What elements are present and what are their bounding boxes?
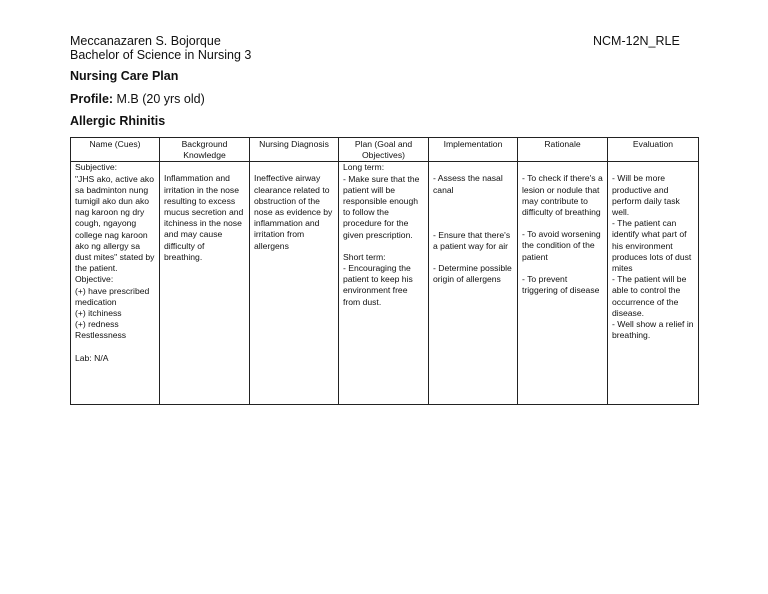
profile-value: M.B (20 yrs old)	[113, 92, 205, 106]
rationale-item: - To check if there's a lesion or nodule that may contribute to difficulty of breathing	[522, 173, 603, 218]
plan-long-term-text: - Make sure that the patient will be responsible enough to follow the procedure for the given prescription.	[343, 173, 420, 240]
plan-short-term-text: - Encouraging the patient to keep his environment free from dust.	[343, 263, 413, 307]
column-header-cues: Name (Cues)	[71, 138, 160, 162]
plan-short-term-label: Short term:	[343, 251, 386, 262]
plan-cell	[339, 162, 429, 405]
implementation-item: - Ensure that there's a patient way for air	[433, 229, 511, 252]
column-header-diagnosis: Nursing Diagnosis	[250, 138, 339, 162]
diagnosis-text: Ineffective airway clearance related to obstruction of the nose as evidence by inflammation and irritation from allergens	[254, 173, 333, 251]
column-header-plan: Plan (Goal and Objectives)	[339, 138, 429, 162]
background-text: Inflammation and irritation in the nose resulting to excess mucus secretion and itchiness in the nose and may cause difficulty of breathing.	[164, 173, 244, 262]
background-cell	[160, 162, 250, 405]
evaluation-cell	[608, 162, 699, 405]
diagnosis-title: Allergic Rhinitis	[70, 114, 166, 128]
student-name: Meccanazaren S. Bojorque	[70, 34, 221, 48]
column-header-implementation: Implementation	[429, 138, 518, 162]
table-row	[71, 162, 699, 405]
column-header-background: Background Knowledge	[160, 138, 250, 162]
rationale-item: - To prevent triggering of disease	[522, 273, 600, 296]
program-name: Bachelor of Science in Nursing 3	[70, 48, 252, 62]
column-header-evaluation: Evaluation	[608, 138, 699, 162]
plan-long-term-label: Long term:	[343, 162, 385, 173]
evaluation-text: - Will be more productive and perform daily task well. - The patient can identify what part of his environment produces lots of dust mites - The patient will be able to control the occurrence of the disease. - Well show a relief in breathing.	[612, 173, 694, 341]
cues-cell	[71, 162, 160, 405]
implementation-item: - Determine possible origin of allergens	[433, 263, 512, 285]
care-plan-table	[70, 137, 699, 405]
rationale-item: - To avoid worsening the condition of the patient	[522, 229, 601, 262]
document-title: Nursing Care Plan	[70, 69, 179, 83]
profile-label: Profile:	[70, 92, 114, 106]
table-header-row	[71, 138, 699, 162]
cues-text: Subjective: "JHS ako, active ako sa badminton nung tumigil ako dun ako nag karoon ng dry cough, ngayong college nag karoon ako ng allergy sa dust mites" stated by the patient. Objective: (+) have prescribed medication (+) itchiness (+) redness Restlessness Lab: N/A	[75, 162, 155, 363]
column-header-rationale: Rationale	[518, 138, 608, 162]
rationale-cell	[518, 162, 608, 405]
course-code: NCM-12N_RLE	[593, 34, 680, 48]
profile-line	[70, 92, 205, 106]
diagnosis-cell	[250, 162, 339, 405]
implementation-cell	[429, 162, 518, 405]
implementation-item: - Assess the nasal canal	[433, 173, 503, 195]
